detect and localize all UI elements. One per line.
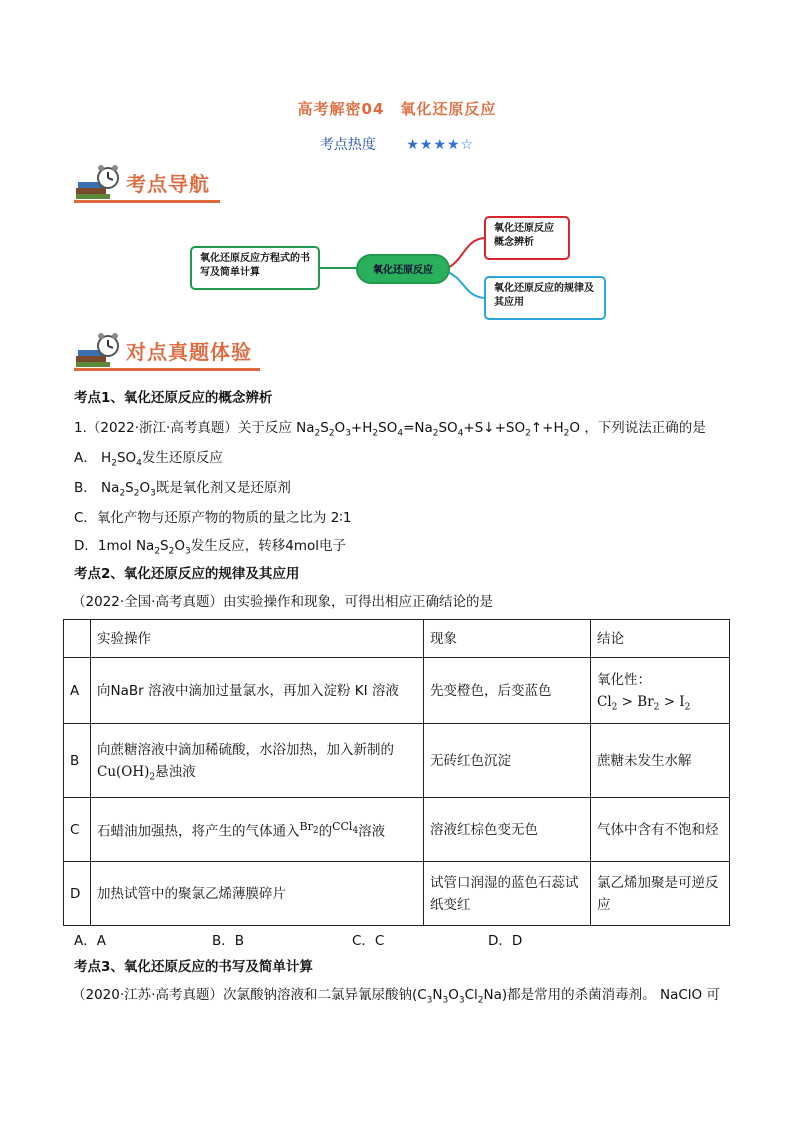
kp3-heading: 考点3、氧化还原反应的书写及简单计算 bbox=[74, 959, 313, 975]
option-a-text: 发生还原反应 bbox=[141, 450, 223, 466]
row-phenomenon: 试管口润湿的蓝色石蕊试纸变红 bbox=[424, 862, 591, 926]
heat-label: 考点热度 bbox=[319, 137, 376, 153]
kp1-option-a: A． $H_2SO_4$发生还原反应 bbox=[74, 450, 223, 469]
row-conclusion: 蔗糖未发生水解 bbox=[591, 724, 730, 798]
row-conclusion: 氯乙烯加聚是可逆反应 bbox=[591, 862, 730, 926]
row-operation: 石蜡油加强热，将产生的气体通入$^{Br_2}$的$^{CCl_4}$溶液 bbox=[91, 798, 424, 862]
operation-text: 石蜡油加强热，将产生的气体通入 bbox=[97, 823, 300, 840]
row-id: D bbox=[64, 862, 91, 926]
operation-text: 向蔗糖溶液中滴加稀硫酸，水浴加热，加入新制的 bbox=[97, 741, 394, 758]
row-id: A bbox=[64, 658, 91, 724]
kp2-answer-options bbox=[74, 929, 674, 949]
operation-text-end: 溶液 bbox=[358, 823, 386, 840]
option-b-letter: B． bbox=[74, 480, 97, 496]
kp1-equation: $Na_2S_2O_3+H_2SO_4=Na_2SO_4+S↓+SO_2↑+H_2O$ bbox=[296, 420, 581, 439]
kp3-question-suffix: )都是常用的杀菌消毒剂。 NaClO 可 bbox=[501, 987, 720, 1003]
section-practice-header bbox=[74, 332, 494, 372]
kp1-question-suffix: ，下列说法正确的是 bbox=[584, 420, 706, 436]
section-underline bbox=[74, 200, 220, 203]
kp1-option-b: B． $Na_2S_2O_3$既是氧化剂又是还原剂 bbox=[74, 480, 291, 499]
mindmap bbox=[180, 208, 620, 328]
conclusion-label: 氧化性： bbox=[597, 671, 651, 688]
answer-option-b: B．B bbox=[212, 933, 245, 949]
table-row bbox=[64, 658, 730, 724]
operation-text-mid: 的 bbox=[318, 823, 333, 840]
mindmap-node-center: 氧化还原反应 bbox=[356, 254, 450, 284]
section-nav-title: 考点导航 bbox=[126, 172, 210, 196]
header-cell: 结论 bbox=[591, 620, 730, 658]
row-phenomenon: 先变橙色，后变蓝色 bbox=[424, 658, 591, 724]
operation-text-end: 悬浊液 bbox=[155, 763, 196, 780]
section-underline bbox=[74, 368, 260, 371]
row-conclusion bbox=[591, 658, 730, 724]
option-d-prefix: D．1mol bbox=[74, 538, 136, 554]
header-cell bbox=[64, 620, 91, 658]
kp1-question-prefix: 1.（2022·浙江·高考真题）关于反应 bbox=[74, 420, 292, 436]
kp1-option-c: C．氧化产物与还原产物的物质的量之比为 2∶1 bbox=[74, 510, 352, 526]
experiment-table bbox=[63, 619, 730, 926]
kp1-option-d: D．1mol $Na_2S_2O_3$发生反应，转移4mol电子 bbox=[74, 538, 346, 557]
row-id: B bbox=[64, 724, 91, 798]
option-d-text: 发生反应，转移4mol电子 bbox=[190, 538, 346, 554]
section-practice-title: 对点真题体验 bbox=[126, 340, 252, 364]
option-b-text: 既是氧化剂又是还原剂 bbox=[155, 480, 291, 496]
heat-stars: ★★★★☆ bbox=[406, 137, 475, 153]
kp2-heading: 考点2、氧化还原反应的规律及其应用 bbox=[74, 566, 300, 582]
kp3-question: （2020·江苏·高考真题）次氯酸钠溶液和二氯异氰尿酸钠$(C_3N_3O_3Cl_2Na)$都是常用的杀菌消毒剂。 NaClO 可 bbox=[72, 987, 720, 1006]
row-phenomenon: 溶液红棕色变无色 bbox=[424, 798, 591, 862]
option-a-letter: A． bbox=[74, 450, 97, 466]
table-row bbox=[64, 862, 730, 926]
kp1-question bbox=[74, 418, 706, 438]
clock-books-icon bbox=[74, 164, 120, 202]
table-header-row bbox=[64, 620, 730, 658]
kp1-heading: 考点1、氧化还原反应的概念辨析 bbox=[74, 390, 273, 406]
heat-rating bbox=[0, 134, 794, 154]
answer-option-a: A．A bbox=[74, 933, 106, 949]
page-title: 高考解密04 氧化还原反应 bbox=[297, 100, 497, 118]
oxidizing-order: $Cl_2 > Br_2 > I_2$ bbox=[597, 693, 691, 713]
header-cell: 现象 bbox=[424, 620, 591, 658]
table-row bbox=[64, 798, 730, 862]
table-row bbox=[64, 724, 730, 798]
row-conclusion: 气体中含有不饱和烃 bbox=[591, 798, 730, 862]
row-phenomenon: 无砖红色沉淀 bbox=[424, 724, 591, 798]
clock-books-icon bbox=[74, 332, 120, 370]
header-cell: 实验操作 bbox=[91, 620, 424, 658]
row-operation: 向NaBr 溶液中滴加过量氯水，再加入淀粉 KI 溶液 bbox=[91, 658, 424, 724]
answer-option-d: D．D bbox=[488, 933, 523, 949]
answer-option-c: C．C bbox=[352, 933, 385, 949]
row-operation: 加热试管中的聚氯乙烯薄膜碎片 bbox=[91, 862, 424, 926]
row-operation: 向蔗糖溶液中滴加稀硫酸，水浴加热，加入新制的 $Cu(OH)_2$悬浊液 bbox=[91, 724, 424, 798]
kp2-question: （2022·全国·高考真题）由实验操作和现象，可得出相应正确结论的是 bbox=[72, 594, 493, 610]
mindmap-node-concepts: 氧化还原反应概念辨析 bbox=[484, 216, 570, 260]
mindmap-node-rules: 氧化还原反应的规律及其应用 bbox=[484, 276, 606, 320]
row-id: C bbox=[64, 798, 91, 862]
kp3-question-prefix: （2020·江苏·高考真题）次氯酸钠溶液和二氯异氰尿酸钠( bbox=[72, 987, 418, 1003]
section-nav-header bbox=[74, 164, 494, 204]
mindmap-node-equations: 氧化还原反应方程式的书写及简单计算 bbox=[190, 246, 320, 290]
